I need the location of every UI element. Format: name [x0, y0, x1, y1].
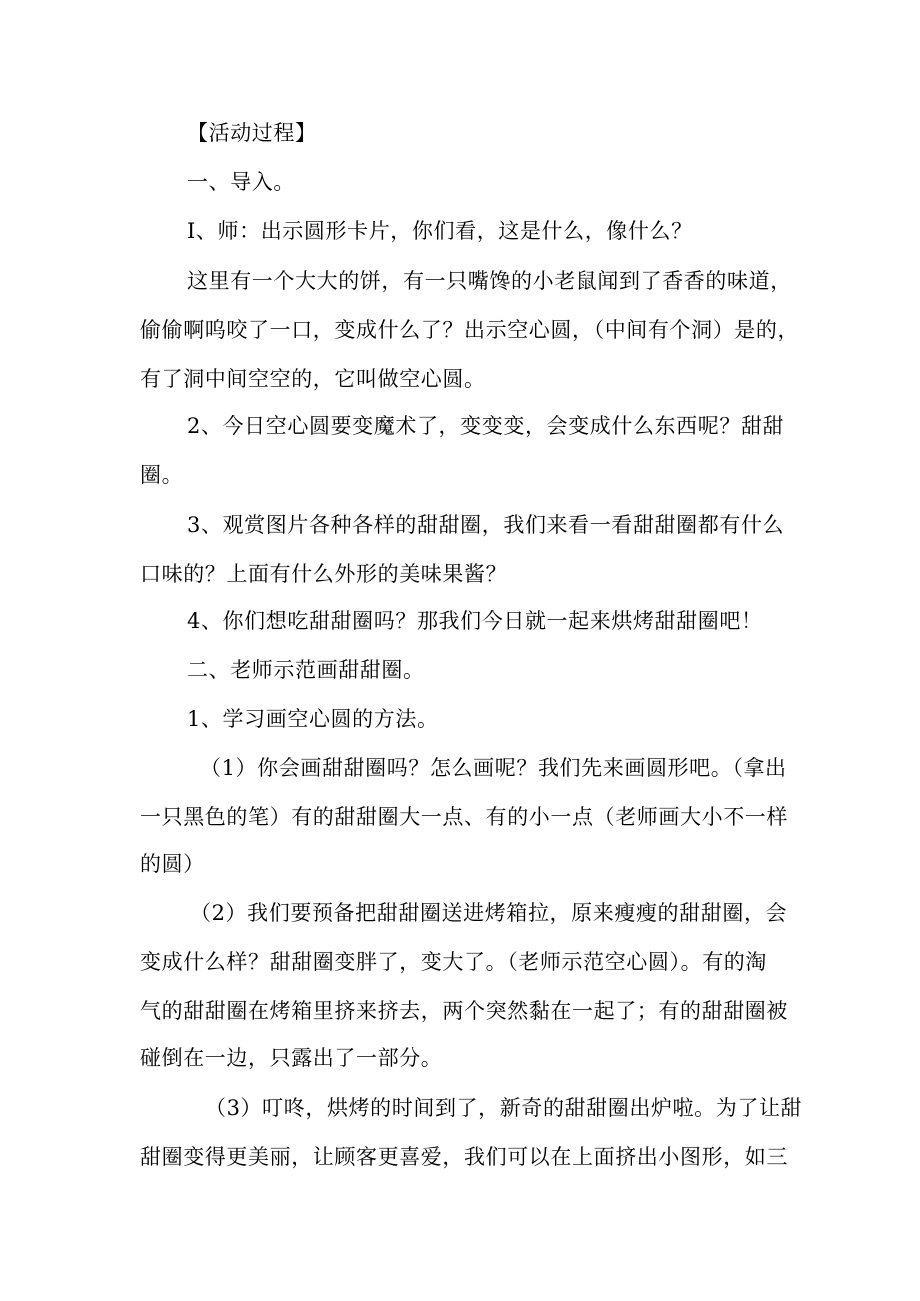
paragraph-line — [140, 1191, 790, 1221]
paragraph-line: 3、观赏图片各种各样的甜甜圈，我们来看一看甜甜圈都有什么 — [187, 513, 785, 537]
paragraph-line: 碰倒在一边，只露出了一部分。 — [140, 1046, 443, 1070]
paragraph-line: 偷偷啊呜咬了一口，变成什么了？出示空心圆，（中间有个洞）是的， — [140, 318, 800, 342]
paragraph-line: 有了洞中间空空的，它叫做空心圆。 — [140, 367, 486, 391]
paragraph-line: 一只黑色的笔）有的甜甜圈大一点、有的小一点（老师画大小不一样 — [140, 805, 788, 829]
heading-introduction: 一、导入。 — [187, 170, 295, 194]
paragraph-line: 2、今日空心圆要变魔术了，变变变，会变成什么东西呢？甜甜 — [187, 414, 785, 438]
paragraph-line: 气的甜甜圈在烤箱里挤来挤去，两个突然黏在一起了；有的甜甜圈被 — [140, 999, 788, 1023]
paragraph-line: （2）我们要预备把甜甜圈送进烤箱拉，原来瘦瘦的甜甜圈，会 — [190, 901, 788, 925]
paragraph-line: （3）叮咚，烘烤的时间到了，新奇的甜甜圈出炉啦。为了让甜 — [205, 1096, 803, 1120]
paragraph-line: 圈。 — [140, 463, 184, 487]
paragraph-line: 4、你们想吃甜甜圈吗？那我们今日就一起来烘烤甜甜圈吧！ — [187, 609, 763, 633]
paragraph-line: （1）你会画甜甜圈吗？怎么画呢？我们先来画圆形吧。（拿出 — [200, 756, 787, 780]
subheading-hollow-circle-method: 1、学习画空心圆的方法。 — [187, 707, 439, 731]
paragraph-line: 甜圈变得更美丽，让顾客更喜爱，我们可以在上面挤出小图形，如三 — [140, 1145, 788, 1169]
paragraph-line: 变成什么样？甜甜圈变胖了，变大了。（老师示范空心圆）。有的淘 — [140, 950, 767, 974]
paragraph-line: 这里有一个大大的饼，有一只嘴馋的小老鼠闻到了香香的味道， — [187, 269, 792, 293]
heading-teacher-demo: 二、老师示范画甜甜圈。 — [187, 658, 425, 682]
paragraph-line: 的圆） — [140, 852, 205, 876]
paragraph-line: I、师：出示圆形卡片，你们看，这是什么，像什么？ — [187, 219, 693, 243]
paragraph-line: 口味的？上面有什么外形的美味果酱？ — [140, 562, 508, 586]
section-heading-activity-process: 【活动过程】 — [187, 121, 317, 145]
